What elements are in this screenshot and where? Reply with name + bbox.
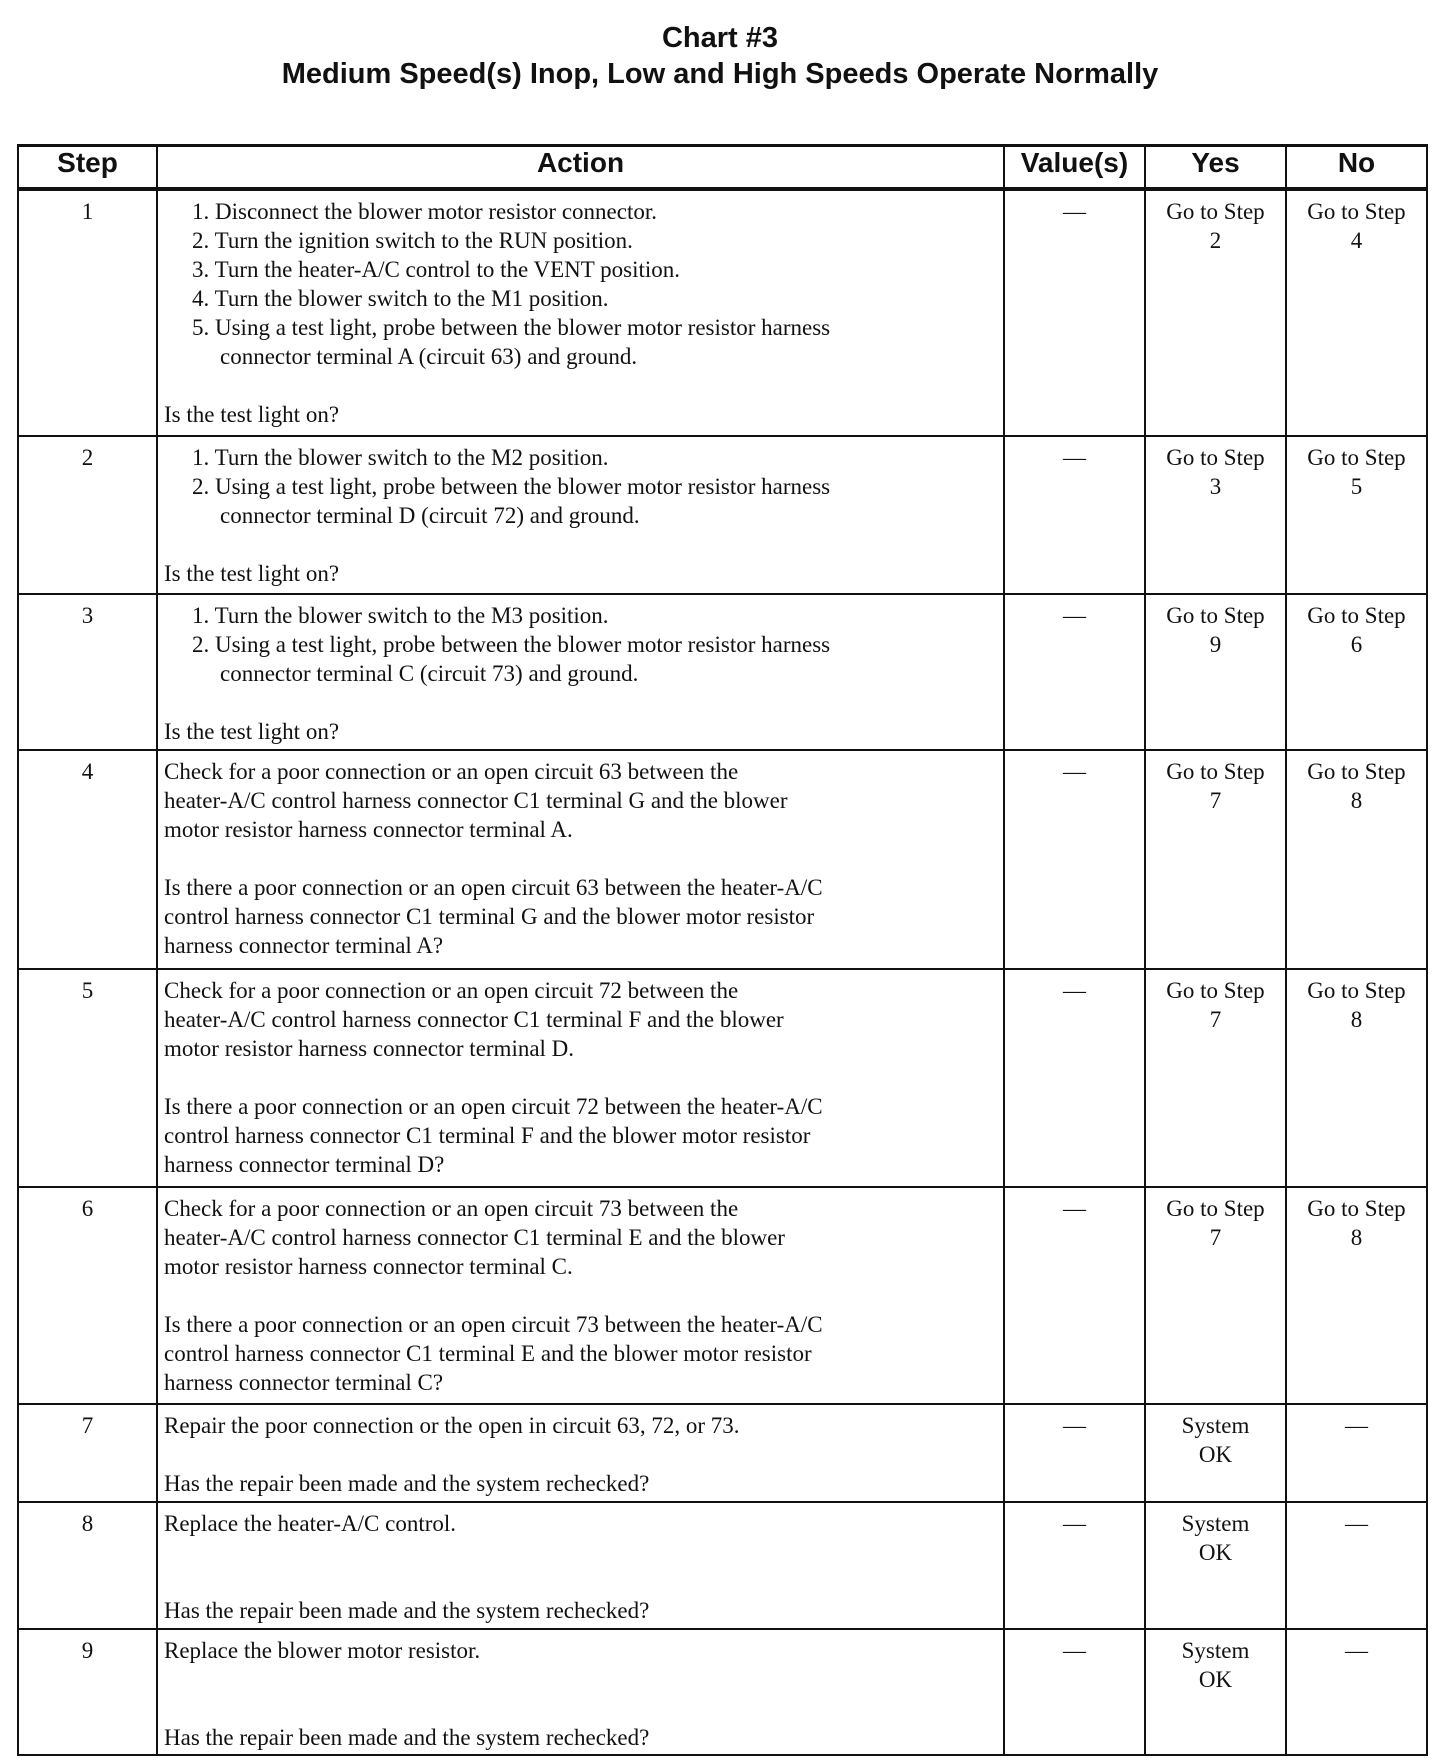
action-question: Is there a poor connection or an open circuit 63 between the heater-A/C xyxy=(164,875,823,900)
yes-line: Go to Step xyxy=(1166,1196,1265,1221)
no-line: 8 xyxy=(1350,788,1363,813)
action-cell xyxy=(157,1404,1004,1502)
diagnostic-table xyxy=(17,144,1428,1756)
chart-subtitle: Medium Speed(s) Inop, Low and High Speeds Operate Normally xyxy=(281,58,1159,90)
no-line: — xyxy=(1345,1511,1368,1536)
yes-cell xyxy=(1145,1187,1286,1404)
yes-line: 7 xyxy=(1209,1225,1222,1250)
spacer xyxy=(164,688,997,717)
table-row xyxy=(18,189,1427,436)
action-question: control harness connector C1 terminal F and the blower motor resistor xyxy=(164,1123,811,1148)
action-question: Is the test light on? xyxy=(164,402,340,427)
header-no: No xyxy=(1286,146,1427,190)
action-step: 4. Turn the blower switch to the M1 position. xyxy=(192,286,609,311)
step-cell: 9 xyxy=(18,1629,157,1755)
spacer xyxy=(164,1063,997,1092)
action-step: 2. Using a test light, probe between the blower motor resistor harness xyxy=(192,474,831,499)
value-cell: — xyxy=(1004,1187,1145,1404)
chart-title: Chart #3 xyxy=(661,22,779,54)
spacer xyxy=(164,1665,997,1694)
action-text: heater-A/C control harness connector C1 terminal G and the blower xyxy=(164,788,788,813)
action-question: control harness connector C1 terminal G and the blower motor resistor xyxy=(164,904,815,929)
action-step-cont: connector terminal A (circuit 63) and ground. xyxy=(220,344,638,369)
action-text: motor resistor harness connector terminal C. xyxy=(164,1254,573,1279)
header-values: Value(s) xyxy=(1004,146,1145,190)
action-text: Replace the blower motor resistor. xyxy=(164,1638,481,1663)
action-text: Check for a poor connection or an open circuit 63 between the xyxy=(164,759,739,784)
yes-line: OK xyxy=(1198,1442,1233,1467)
header-yes: Yes xyxy=(1145,146,1286,190)
value-cell: — xyxy=(1004,189,1145,436)
action-step: 1. Disconnect the blower motor resistor connector. xyxy=(192,199,657,224)
action-cell xyxy=(157,1629,1004,1755)
yes-cell xyxy=(1145,1629,1286,1755)
value-cell: — xyxy=(1004,594,1145,750)
spacer xyxy=(164,1694,997,1723)
action-cell xyxy=(157,189,1004,436)
step-cell: 7 xyxy=(18,1404,157,1502)
yes-line: Go to Step xyxy=(1166,978,1265,1003)
action-question: control harness connector C1 terminal E and the blower motor resistor xyxy=(164,1341,812,1366)
no-line: 4 xyxy=(1350,228,1363,253)
action-step: 3. Turn the heater-A/C control to the VENT position. xyxy=(192,257,681,282)
no-line: — xyxy=(1345,1638,1368,1663)
step-cell: 4 xyxy=(18,750,157,969)
no-line: Go to Step xyxy=(1307,199,1406,224)
yes-line: Go to Step xyxy=(1166,445,1265,470)
yes-line: 2 xyxy=(1209,228,1222,253)
action-text: heater-A/C control harness connector C1 terminal F and the blower xyxy=(164,1007,784,1032)
step-cell: 8 xyxy=(18,1502,157,1629)
action-step-cont: connector terminal D (circuit 72) and ground. xyxy=(220,503,640,528)
table-row xyxy=(18,1187,1427,1404)
value-cell: — xyxy=(1004,750,1145,969)
spacer xyxy=(164,1440,997,1469)
table-row xyxy=(18,969,1427,1187)
yes-line: Go to Step xyxy=(1166,199,1265,224)
action-text: Replace the heater-A/C control. xyxy=(164,1511,457,1536)
action-text: motor resistor harness connector terminal A. xyxy=(164,817,573,842)
step-cell: 5 xyxy=(18,969,157,1187)
no-line: Go to Step xyxy=(1307,759,1406,784)
no-cell xyxy=(1286,1629,1427,1755)
yes-line: Go to Step xyxy=(1166,603,1265,628)
yes-line: Go to Step xyxy=(1166,759,1265,784)
value-cell: — xyxy=(1004,1502,1145,1629)
value-cell: — xyxy=(1004,969,1145,1187)
table-row xyxy=(18,436,1427,594)
no-cell xyxy=(1286,436,1427,594)
action-text: Check for a poor connection or an open circuit 72 between the xyxy=(164,978,739,1003)
header-step: Step xyxy=(18,146,157,190)
yes-cell xyxy=(1145,750,1286,969)
action-question: Has the repair been made and the system rechecked? xyxy=(164,1725,650,1750)
action-question: harness connector terminal A? xyxy=(164,933,444,958)
spacer xyxy=(164,844,997,873)
yes-cell xyxy=(1145,969,1286,1187)
table-row xyxy=(18,1502,1427,1629)
action-text: Repair the poor connection or the open in circuit 63, 72, or 73. xyxy=(164,1413,740,1438)
no-line: Go to Step xyxy=(1307,603,1406,628)
action-question: Is there a poor connection or an open circuit 73 between the heater-A/C xyxy=(164,1312,823,1337)
no-cell xyxy=(1286,1502,1427,1629)
yes-line: System xyxy=(1181,1413,1250,1438)
no-cell xyxy=(1286,594,1427,750)
no-line: — xyxy=(1345,1413,1368,1438)
action-question: harness connector terminal D? xyxy=(164,1152,445,1177)
step-cell: 3 xyxy=(18,594,157,750)
action-text: Check for a poor connection or an open circuit 73 between the xyxy=(164,1196,739,1221)
step-cell: 1 xyxy=(18,189,157,436)
action-step: 1. Turn the blower switch to the M3 position. xyxy=(192,603,609,628)
no-line: 8 xyxy=(1350,1225,1363,1250)
no-line: 5 xyxy=(1350,474,1363,499)
yes-line: OK xyxy=(1198,1540,1233,1565)
no-line: 6 xyxy=(1350,632,1363,657)
yes-line: 3 xyxy=(1209,474,1222,499)
step-cell: 6 xyxy=(18,1187,157,1404)
yes-cell xyxy=(1145,594,1286,750)
action-step-cont: connector terminal C (circuit 73) and ground. xyxy=(220,661,639,686)
yes-line: 7 xyxy=(1209,788,1222,813)
yes-cell xyxy=(1145,1404,1286,1502)
action-cell xyxy=(157,969,1004,1187)
no-cell xyxy=(1286,969,1427,1187)
no-cell xyxy=(1286,1187,1427,1404)
no-cell xyxy=(1286,189,1427,436)
value-cell: — xyxy=(1004,1629,1145,1755)
action-question: Has the repair been made and the system rechecked? xyxy=(164,1598,650,1623)
yes-cell xyxy=(1145,436,1286,594)
table-row xyxy=(18,1404,1427,1502)
no-line: Go to Step xyxy=(1307,445,1406,470)
action-cell xyxy=(157,594,1004,750)
header-row xyxy=(18,146,1427,190)
no-line: Go to Step xyxy=(1307,978,1406,1003)
spacer xyxy=(164,1281,997,1310)
action-cell xyxy=(157,1502,1004,1629)
no-line: Go to Step xyxy=(1307,1196,1406,1221)
spacer xyxy=(164,1567,997,1596)
spacer xyxy=(164,371,997,400)
action-cell xyxy=(157,1187,1004,1404)
action-question: Is the test light on? xyxy=(164,719,340,744)
no-line: 8 xyxy=(1350,1007,1363,1032)
yes-line: 7 xyxy=(1209,1007,1222,1032)
value-cell: — xyxy=(1004,1404,1145,1502)
step-cell: 2 xyxy=(18,436,157,594)
action-cell xyxy=(157,436,1004,594)
action-question: Is the test light on? xyxy=(164,561,340,586)
value-cell: — xyxy=(1004,436,1145,594)
spacer xyxy=(164,530,997,559)
table-row xyxy=(18,594,1427,750)
action-step: 1. Turn the blower switch to the M2 position. xyxy=(192,445,609,470)
action-step: 2. Turn the ignition switch to the RUN position. xyxy=(192,228,633,253)
action-question: harness connector terminal C? xyxy=(164,1370,444,1395)
action-step: 2. Using a test light, probe between the blower motor resistor harness xyxy=(192,632,831,657)
action-text: motor resistor harness connector terminal D. xyxy=(164,1036,575,1061)
table-row xyxy=(18,750,1427,969)
action-text: heater-A/C control harness connector C1 terminal E and the blower xyxy=(164,1225,785,1250)
spacer xyxy=(164,1538,997,1567)
header-action: Action xyxy=(157,146,1004,190)
table-row xyxy=(18,1629,1427,1755)
action-question: Is there a poor connection or an open circuit 72 between the heater-A/C xyxy=(164,1094,823,1119)
yes-line: System xyxy=(1181,1511,1250,1536)
action-question: Has the repair been made and the system rechecked? xyxy=(164,1471,650,1496)
yes-cell xyxy=(1145,1502,1286,1629)
yes-line: OK xyxy=(1198,1667,1233,1692)
no-cell xyxy=(1286,1404,1427,1502)
yes-line: 9 xyxy=(1209,632,1222,657)
action-cell xyxy=(157,750,1004,969)
action-step: 5. Using a test light, probe between the blower motor resistor harness xyxy=(192,315,831,340)
no-cell xyxy=(1286,750,1427,969)
yes-line: System xyxy=(1181,1638,1250,1663)
yes-cell xyxy=(1145,189,1286,436)
